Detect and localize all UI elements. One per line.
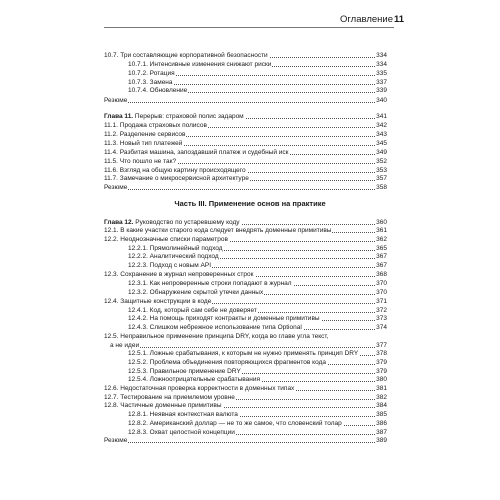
toc-entry-text: 12.4.3. Слишком небрежное использование типа Optional	[128, 324, 302, 331]
toc-entry-page: 358	[376, 184, 387, 191]
toc-entry	[0, 51, 500, 60]
toc-entry-text: 10.7. Три составляющие корпоративной безопасности	[104, 52, 268, 59]
toc-entry-title	[104, 401, 223, 410]
toc-entry-page: 384	[376, 402, 387, 409]
toc-entry-text: 12.3.2. Обнаружение скрытой утечки данных	[128, 289, 264, 296]
toc-entry-page: 379	[376, 359, 387, 366]
toc-entry-title	[104, 174, 250, 183]
toc-entry-text: 12.2.2. Аналитический подход	[128, 253, 219, 260]
toc-entry-title	[104, 270, 255, 279]
toc-entry-page: 334	[376, 52, 387, 59]
toc-entry	[0, 358, 500, 367]
toc-entry-page: 340	[376, 97, 387, 104]
toc-entry-text: 12.2.1. Прямолинейный подход	[128, 245, 223, 252]
dot-leader	[104, 102, 387, 103]
toc-entry-text: Перерыв: страховой полис задаром	[133, 113, 244, 120]
toc-entry-text: 12.1. В какие участки старого кода следует внедрять доменные примитивы	[104, 227, 332, 234]
toc-entry-page: 378	[376, 350, 387, 357]
toc-entry-text: 11.3. Новый тип платежей	[104, 140, 183, 147]
toc-entry-page: 342	[376, 122, 387, 129]
toc-entry-page: 361	[376, 227, 387, 234]
toc-entry-text: Резюме	[104, 97, 128, 104]
toc-entry-title	[128, 279, 293, 288]
toc-entry	[0, 69, 500, 78]
toc-entry-title	[104, 436, 128, 445]
toc-entry-text: 12.4.1. Код, который сам себе не доверяет	[128, 307, 257, 314]
dot-leader	[110, 347, 387, 348]
toc-entry-title	[128, 86, 188, 95]
toc-entry-page: 368	[376, 271, 387, 278]
toc-entry-page: 352	[376, 158, 387, 165]
toc-entry	[0, 139, 500, 148]
chapter-label: Глава 11.	[104, 113, 134, 120]
toc-entry-page: 353	[376, 167, 387, 174]
toc-entry	[0, 86, 500, 95]
toc-entry-text: 10.7.4. Обновление	[128, 87, 188, 94]
toc-entry	[0, 261, 500, 270]
toc-entry-page: 371	[376, 298, 387, 305]
toc-entry-title	[128, 419, 343, 428]
toc-entry-page: 367	[376, 253, 387, 260]
toc-entry-text: 10.7.3. Замена	[128, 79, 173, 86]
toc-entry	[0, 112, 500, 121]
toc-entry-title	[128, 349, 359, 358]
toc-entry	[0, 349, 500, 358]
dot-leader	[104, 189, 387, 190]
toc-entry-text: 11.2. Разделение сервисов	[104, 131, 186, 138]
toc-entry-text: а не идеи	[110, 342, 140, 349]
part-heading: Часть III. Применение основ на практике	[174, 199, 326, 208]
toc-entry-title	[128, 69, 176, 78]
toc-entry	[0, 226, 500, 235]
toc-entry-page: 385	[376, 411, 387, 418]
toc-entry-title	[104, 226, 332, 235]
toc-entry-text: 12.8.2. Американский доллар — не то же самое, что словенский толар	[128, 420, 342, 427]
toc-entry-title	[128, 60, 272, 69]
toc-entry-title	[104, 130, 186, 139]
toc-entry-text: 12.5.1. Ложные срабатывания, к которым не нужно применять принцип DRY	[128, 350, 359, 357]
toc-entry	[0, 297, 500, 306]
toc-entry-page: 373	[376, 315, 387, 322]
toc-entry-page: 372	[376, 307, 387, 314]
toc-entry-title	[128, 314, 321, 323]
toc-entry-page: 381	[376, 385, 387, 392]
toc-entry	[0, 375, 500, 384]
toc-entry-text: 12.8. Частичные доменные примитивы	[104, 402, 222, 409]
toc-entry-title	[128, 375, 261, 384]
toc-entry-text: 12.3.1. Как непроверенные строки попадают в журнал	[128, 280, 292, 287]
chapter-label: Глава 12.	[104, 219, 134, 226]
toc-entry-title	[104, 121, 208, 130]
toc-entry	[0, 235, 500, 244]
toc-entry	[0, 419, 500, 428]
toc-entry-text: 12.3. Сохранение в журнал непроверенных строк	[104, 271, 254, 278]
toc-entry-text: 12.5.3. Правильное применение DRY	[128, 368, 241, 375]
toc-entry-page: 337	[376, 79, 387, 86]
toc-entry-page: 387	[376, 429, 387, 436]
toc-entry-page: 345	[376, 140, 387, 147]
toc-entry-page: 367	[376, 262, 387, 269]
toc-entry-title	[104, 51, 269, 60]
toc-entry	[0, 96, 500, 105]
toc-entry	[0, 270, 500, 279]
toc-entry	[0, 436, 500, 445]
toc-entry	[0, 323, 500, 332]
toc-entry-page: 386	[376, 420, 387, 427]
toc-entry	[0, 148, 500, 157]
toc-entry-title	[104, 148, 290, 157]
toc-entry-page: 339	[376, 87, 387, 94]
toc-entry-text: 12.4.2. На помощь приходят контракты и доменные примитивы	[128, 315, 320, 322]
toc-entry-title	[128, 358, 327, 367]
toc-entry	[0, 332, 500, 341]
toc-entry	[0, 121, 500, 130]
toc-entry-text: 12.8.3. Охват целостной концепции	[128, 429, 235, 436]
toc-entry-text: 12.5.2. Проблема объединения повторяющихся фрагментов кода	[128, 359, 326, 366]
toc-entry-page: 382	[376, 394, 387, 401]
toc-entry-page: 357	[376, 175, 387, 182]
toc-entry	[0, 384, 500, 393]
toc-entry-page: 389	[376, 437, 387, 444]
toc-entry-page: 379	[376, 368, 387, 375]
toc-entry-text: 12.7. Тестирование на приемлемом уровне	[104, 394, 235, 401]
toc-entry-title	[104, 235, 229, 244]
toc-entry	[0, 410, 500, 419]
toc-entry-page: 334	[376, 61, 387, 68]
toc-entry-title	[128, 323, 303, 332]
toc-entry-page: 374	[376, 324, 387, 331]
toc-entry-text: 12.5.4. Ложноотрицательные срабатывания	[128, 376, 261, 383]
toc-entry-text: 12.6. Недостаточная проверка корректности в доменных типах	[104, 385, 295, 392]
toc-entry-page: 380	[376, 376, 387, 383]
toc-entry-title	[128, 410, 239, 419]
toc-entry-page: 377	[376, 342, 387, 349]
toc-entry-title	[128, 252, 220, 261]
toc-entry-text: 11.6. Взгляд на общую картину происходящего	[104, 167, 246, 174]
toc-entry-text: 11.5. Что пошло не так?	[104, 158, 177, 165]
toc-entry-title	[104, 332, 329, 341]
toc-entry-title	[128, 261, 212, 270]
toc-entry-title	[104, 183, 128, 192]
toc-entry-page: 349	[376, 149, 387, 156]
toc-entry	[0, 288, 500, 297]
toc-entry-text: 11.1. Продажа страховых полисов	[104, 122, 207, 129]
toc-entry-text: 12.5. Неправильное применение принципа DRY, когда во главе угла текст,	[104, 333, 329, 340]
toc-entry-page: 370	[376, 289, 387, 296]
toc-entry-text: 12.2. Неоднозначные списки параметров	[104, 236, 228, 243]
toc-entry-text: Резюме	[104, 437, 128, 444]
toc-entry	[0, 252, 500, 261]
toc-entry-title	[104, 139, 183, 148]
toc-entry-title	[104, 112, 245, 121]
toc-entry-text: 11.4. Разбитая машина, запоздавший платеж и судебный иск	[104, 149, 289, 156]
toc-entry-title	[104, 384, 295, 393]
toc-entry	[0, 60, 500, 69]
toc-entry	[0, 183, 500, 192]
toc-entry-page: 365	[376, 245, 387, 252]
toc-entry-text: Руководство по устаревшему коду	[133, 219, 240, 226]
toc-entry-title	[128, 288, 264, 297]
toc-entry	[0, 130, 500, 139]
toc-entry-text: 12.2.3. Подход с новым API	[128, 262, 212, 269]
toc-entry-page: 362	[376, 236, 387, 243]
toc-entry-text: 10.7.1. Интенсивные изменения снижают риски	[128, 61, 272, 68]
toc-entry-text: 12.4. Защитные конструкции в коде	[104, 298, 212, 305]
toc-entry-title	[104, 297, 212, 306]
toc-entry-text: 12.8.1. Неявная контекстная валюта	[128, 411, 238, 418]
dot-leader	[104, 442, 387, 443]
toc-entry	[0, 314, 500, 323]
toc-entry-text: 11.7. Замечание о микросервисной архитектуре	[104, 175, 249, 182]
toc-entry	[0, 279, 500, 288]
toc-entry-page: 341	[376, 113, 387, 120]
toc-entry-text: 10.7.2. Ротация	[128, 70, 175, 77]
toc-entry-page: 343	[376, 131, 387, 138]
toc-entry	[0, 401, 500, 410]
toc-entry-title	[104, 157, 177, 166]
running-header-title: Оглавление	[340, 14, 393, 25]
toc-entry-text: Резюме	[104, 184, 128, 191]
toc-entry-title	[104, 96, 128, 105]
toc-entry-page: 360	[376, 219, 387, 226]
page-number: 11	[393, 14, 404, 25]
toc-entry-page: 335	[376, 70, 387, 77]
toc-entry	[0, 174, 500, 183]
toc-entry-page: 370	[376, 280, 387, 287]
toc-entry	[0, 157, 500, 166]
